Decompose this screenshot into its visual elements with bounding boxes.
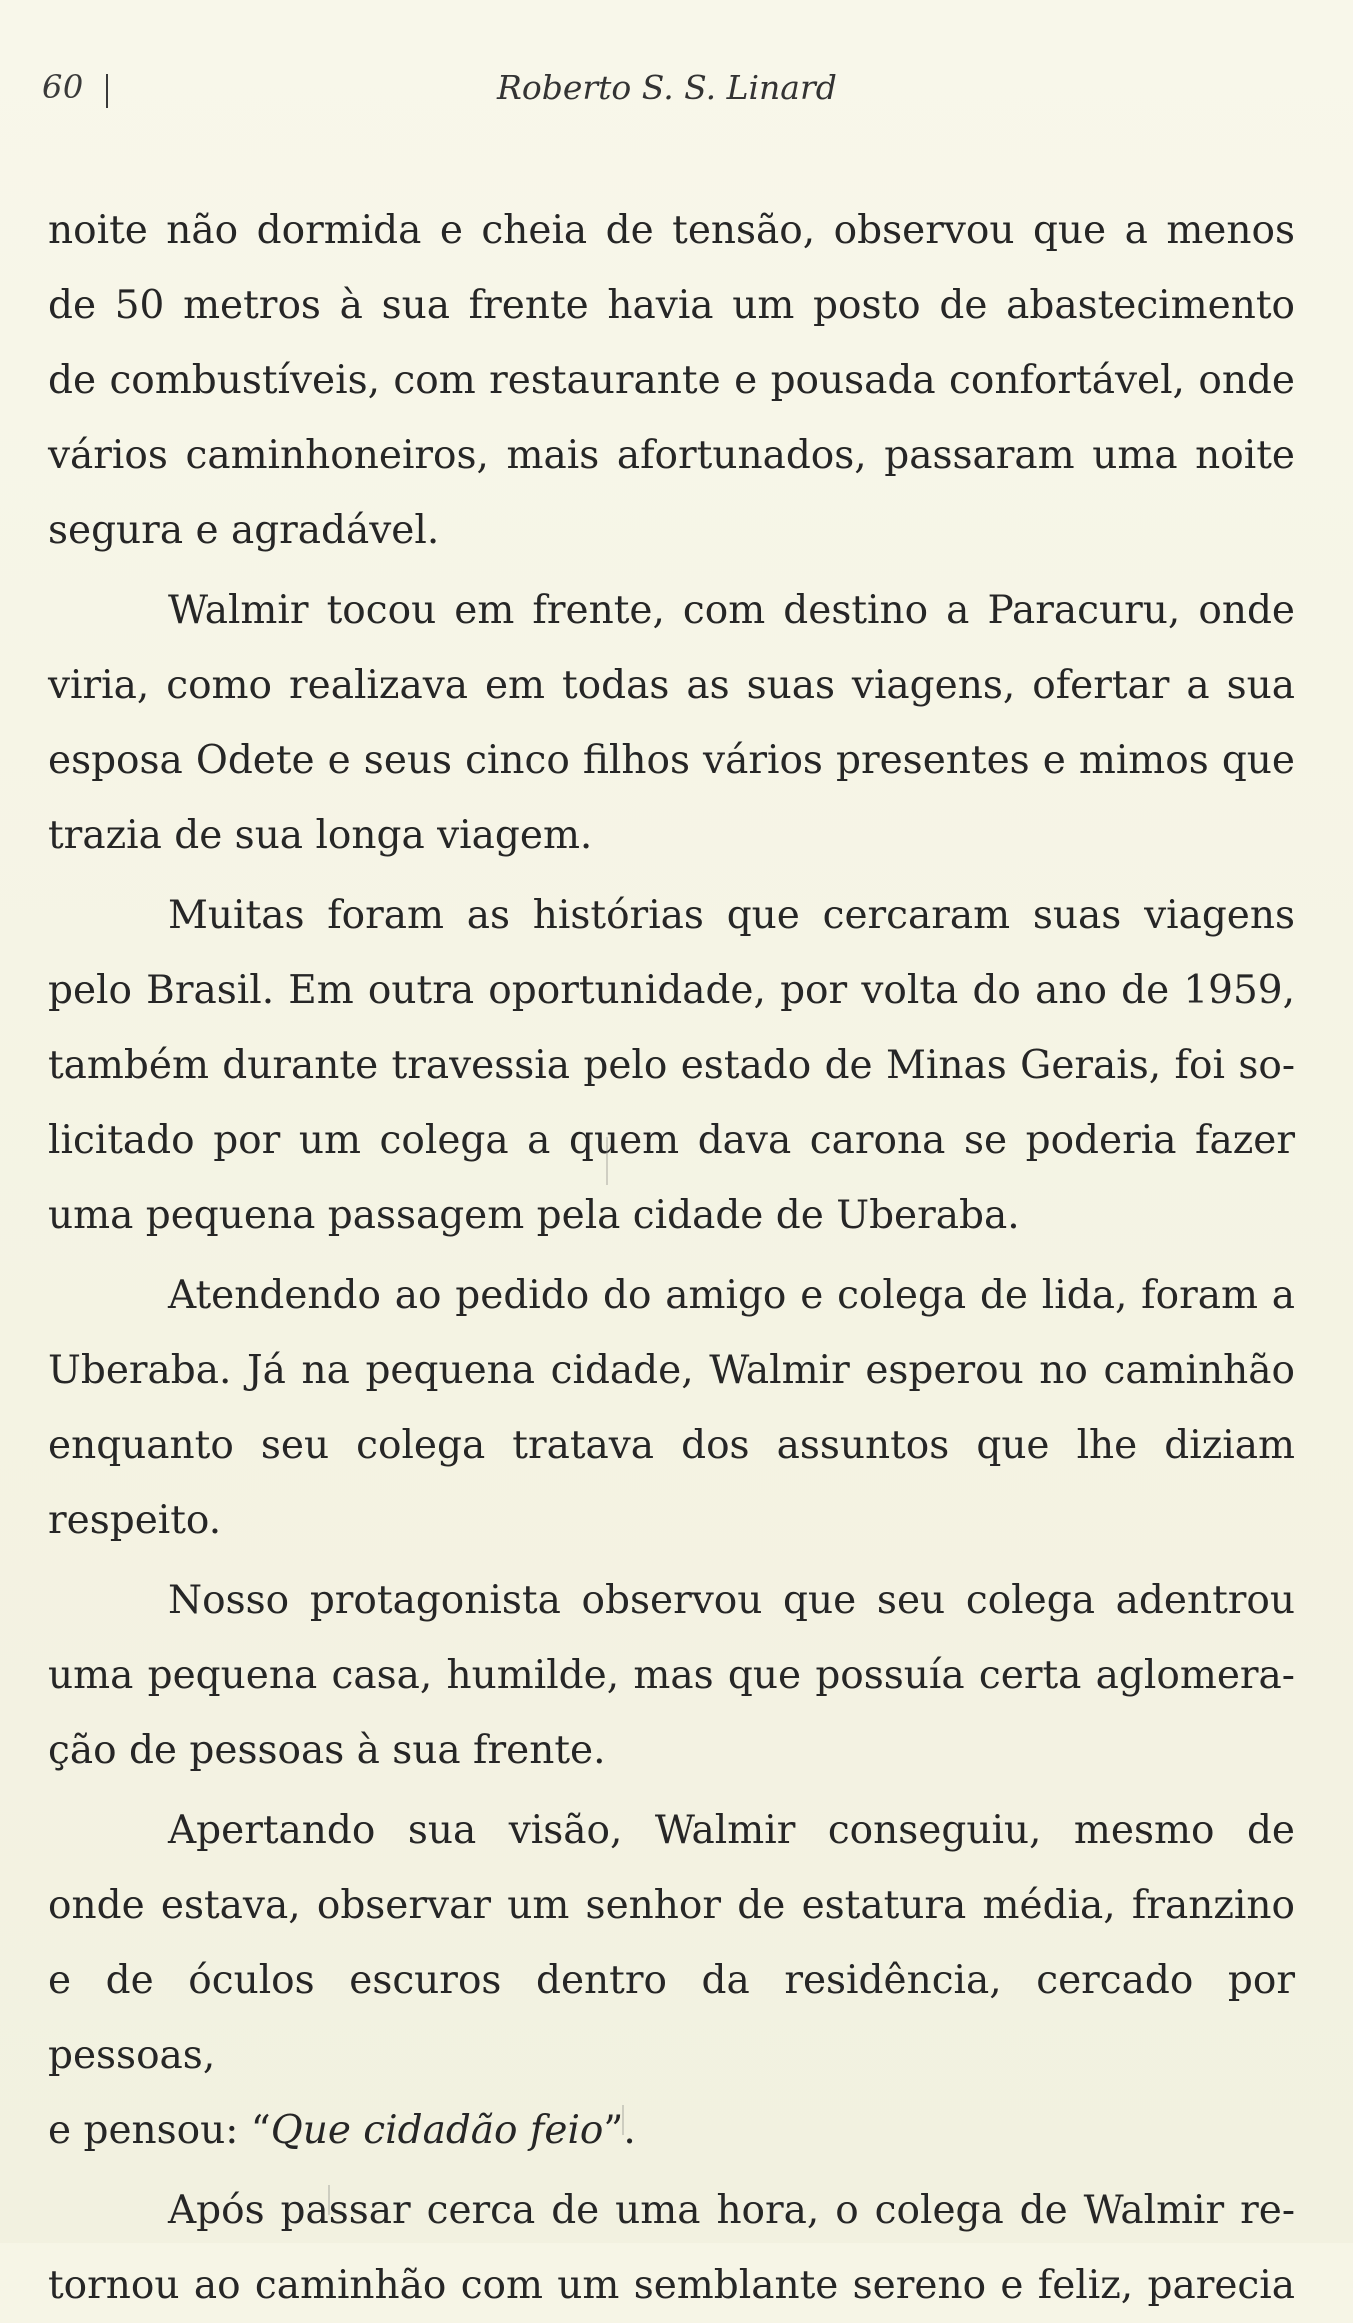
page-number-separator [106, 74, 108, 108]
running-title: Roberto S. S. Linard [497, 68, 837, 107]
text-line: segura e agradável. [48, 508, 440, 553]
text-line: enquanto seu colega tratava dos assuntos que lhe diziam respeito. [48, 1423, 1295, 1543]
scan-speck [606, 1137, 608, 1185]
paragraph [48, 193, 1295, 568]
running-head [42, 68, 1302, 116]
page-number: 60 [42, 68, 84, 106]
text-line: esposa Odete e seus cinco filhos vários presentes e mimos que [48, 738, 1295, 783]
text-line: de combustíveis, com restaurante e pousada confortável, onde [48, 358, 1295, 403]
text-run: ”. [603, 2108, 636, 2153]
text-line: tornou ao caminhão com um semblante sereno e feliz, parecia [48, 2263, 1295, 2308]
text-line: Walmir tocou em frente, com destino a Paracuru, onde [168, 588, 1295, 633]
text-line: pelo Brasil. Em outra oportunidade, por volta do ano de 1959, [48, 968, 1295, 1013]
paragraph [48, 573, 1295, 873]
paragraph [48, 1258, 1295, 1558]
text-run: e pensou: “ [48, 2108, 271, 2153]
scan-speck [622, 2105, 624, 2135]
text-line: vários caminhoneiros, mais afortunados, passaram uma noite [48, 433, 1295, 478]
text-line: ção de pessoas à sua frente. [48, 1728, 606, 1773]
paragraph [48, 1563, 1295, 1788]
paragraph [48, 1793, 1295, 2168]
text-line: uma pequena passagem pela cidade de Uberaba. [48, 1193, 1020, 1238]
text-line: licitado por um colega a quem dava carona se poderia fazer [48, 1118, 1295, 1163]
text-line: também durante travessia pelo estado de Minas Gerais, foi so- [48, 1043, 1295, 1088]
italic-quote: Que cidadão feio [270, 2108, 604, 2153]
text-line: Apertando sua visão, Walmir conseguiu, mesmo de [168, 1808, 1295, 1853]
text-line: Uberaba. Já na pequena cidade, Walmir esperou no caminhão [48, 1348, 1295, 1393]
text-line: viria, como realizava em todas as suas viagens, ofertar a sua [48, 663, 1295, 708]
text-line: Nosso protagonista observou que seu colega adentrou [168, 1578, 1295, 1623]
text-line: de 50 metros à sua frente havia um posto de abastecimento [48, 283, 1295, 328]
scan-speck [328, 2185, 330, 2215]
text-line: e de óculos escuros dentro da residência, cercado por pessoas, [48, 1958, 1295, 2078]
paragraph [48, 878, 1295, 1253]
text-line: Atendendo ao pedido do amigo e colega de lida, foram a [168, 1273, 1295, 1318]
text-line: Muitas foram as histórias que cercaram suas viagens [168, 893, 1295, 938]
text-line [48, 2093, 1295, 2168]
text-line: onde estava, observar um senhor de estatura média, franzino [48, 1883, 1295, 1928]
paragraph [48, 2173, 1295, 2323]
body-text [48, 193, 1295, 2323]
text-line: noite não dormida e cheia de tensão, observou que a menos [48, 208, 1295, 253]
text-line: trazia de sua longa viagem. [48, 813, 593, 858]
text-line: uma pequena casa, humilde, mas que possuía certa aglomera- [48, 1653, 1295, 1698]
text-line: Após passar cerca de uma hora, o colega de Walmir re- [168, 2188, 1295, 2233]
